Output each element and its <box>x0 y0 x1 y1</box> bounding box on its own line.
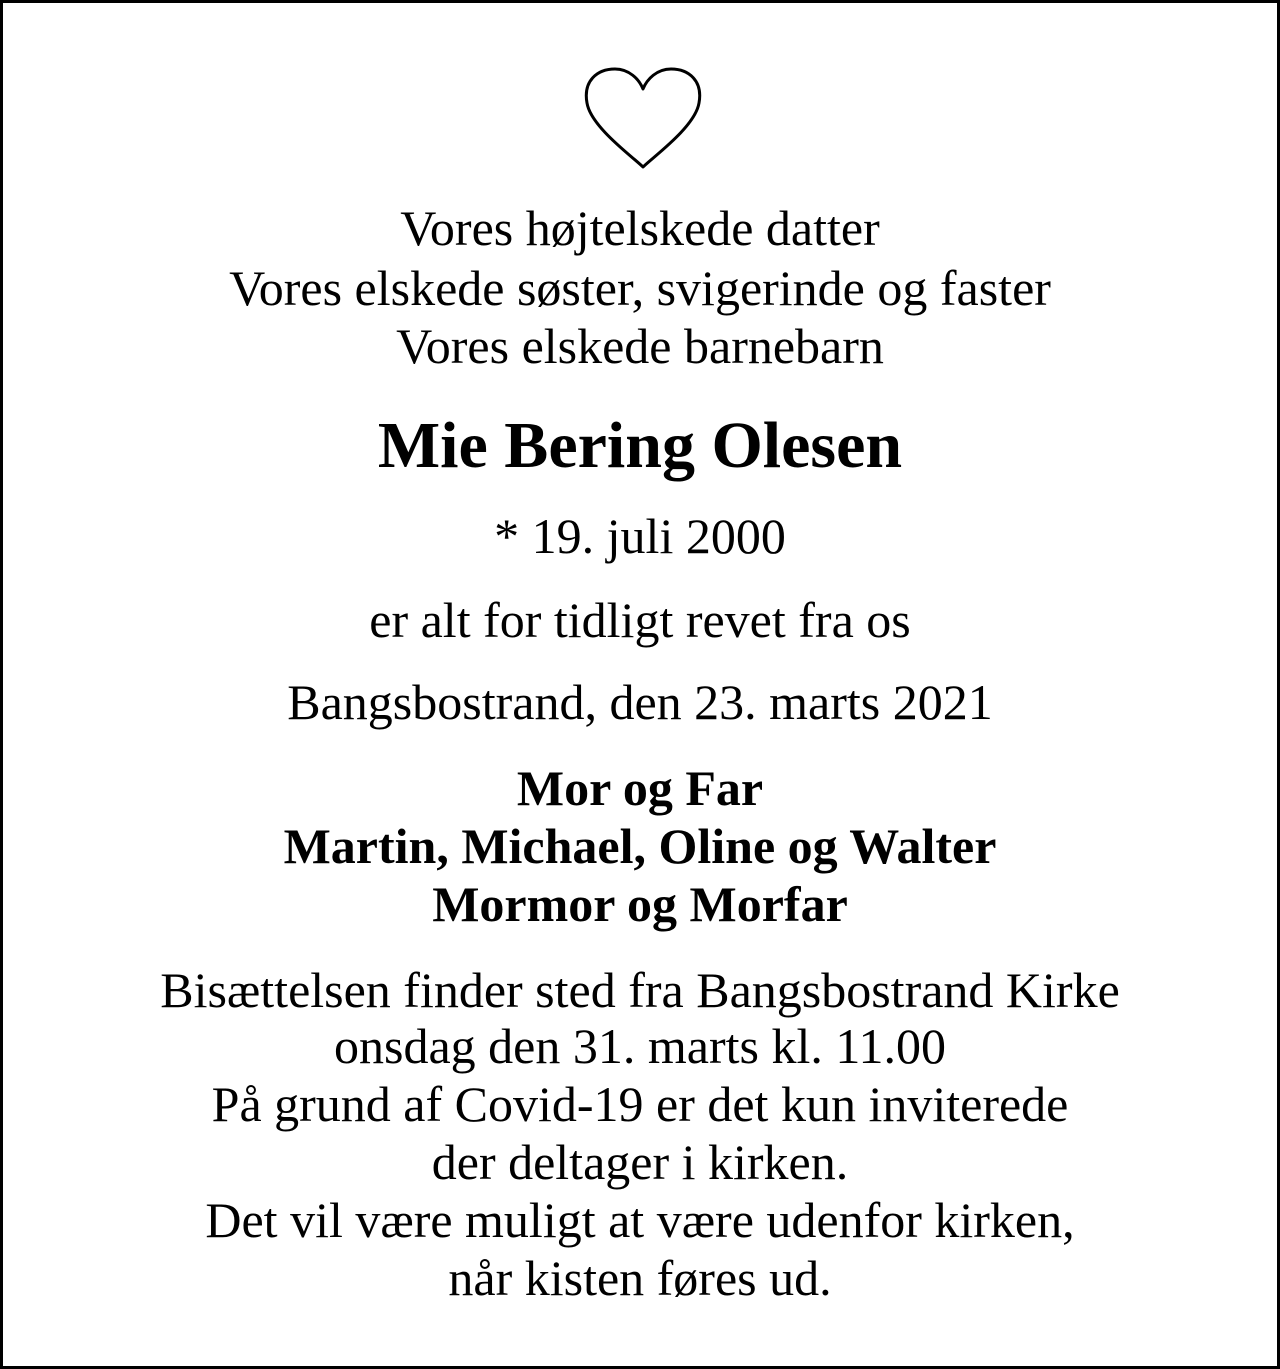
place-and-date: Bangsbostrand, den 23. marts 2021 <box>287 674 993 730</box>
signer-parents: Mor og Far <box>516 760 764 816</box>
intro-line-sister: Vores elskede søster, svigerinde og faster <box>229 260 1051 316</box>
ceremony-line-location: Bisættelsen finder sted fra Bangsbostrand Kirke <box>160 962 1120 1018</box>
intro-line-grandchild: Vores elskede barnebarn <box>396 318 884 374</box>
signer-siblings: Martin, Michael, Oline og Walter <box>283 818 997 874</box>
ceremony-line-covid: På grund af Covid-19 er det kun inviterede <box>211 1076 1069 1132</box>
ceremony-line-casket: når kisten føres ud. <box>448 1250 832 1306</box>
ceremony-line-attendees: der deltager i kirken. <box>431 1134 849 1190</box>
deceased-name: Mie Bering Olesen <box>377 409 903 482</box>
ceremony-line-outside: Det vil være muligt at være udenfor kirken, <box>205 1192 1075 1248</box>
intro-line-daughter: Vores højtelskede datter <box>400 200 880 256</box>
signer-grandparents: Mormor og Morfar <box>432 876 848 932</box>
ceremony-line-time: onsdag den 31. marts kl. 11.00 <box>334 1018 946 1074</box>
passing-text: er alt for tidligt revet fra os <box>369 592 911 648</box>
birth-date: * 19. juli 2000 <box>494 508 786 564</box>
heart-icon <box>581 65 705 173</box>
